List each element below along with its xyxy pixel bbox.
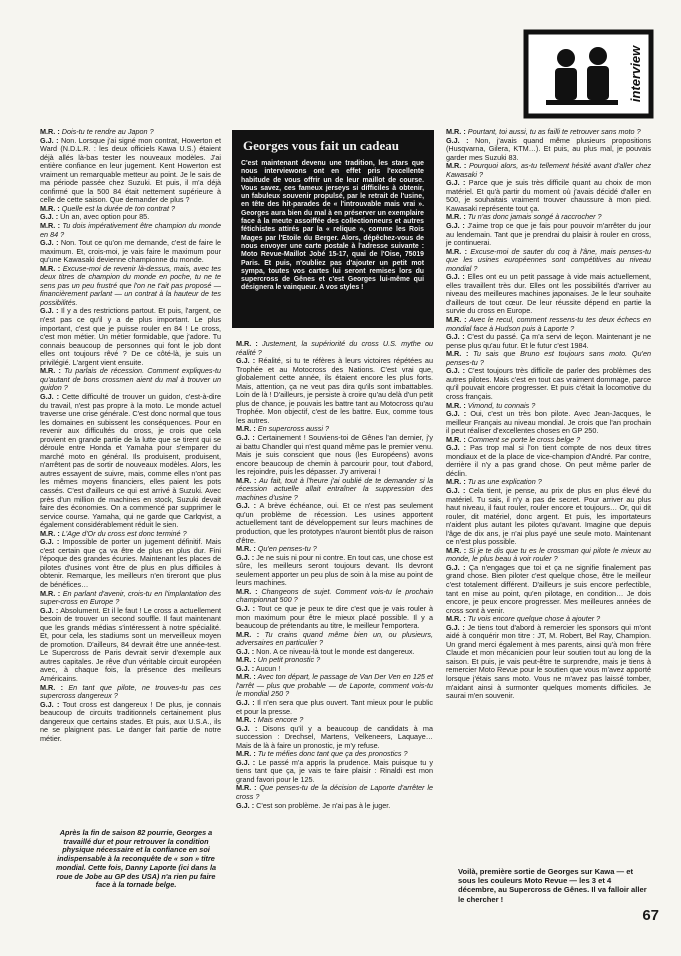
paragraph-text: En parlant d'avenir, crois-tu en l'implantation des super-cross en Europe ? (40, 588, 221, 607)
paragraph-text: Non. Lorsque j'ai signé mon contrat, Howerton et Ward (N.D.L.R. : les deux officiels Kawa U.S.) étaient déjà allés là-bas tester les nouveaux modèles. J'ai entière confiance en leur jugement. Kent Howerton est vraiment un remarquable metteur au point. Je le sais de ma période passée chez Suzuki. Et puis, il m'a déjà confirmé que la 500 84 était nettement supérieure à celle de cette saison. Que demander de plus ? (40, 135, 221, 205)
answer-paragraph (236, 357, 433, 425)
speaker-label: M.R. : (40, 366, 61, 376)
column-right (446, 128, 651, 701)
paragraph-text: Tu sais que Bruno est toujours sans moto. Qu'en penses-tu ? (446, 349, 652, 367)
answer-paragraph (446, 624, 651, 701)
paragraph-text: Ça n'engages que toi et ça ne signifie finalement pas grand chose. Bien piloter c'est quelque chose, être le meilleur c'est totalement différent. D'ailleurs je suis encore perfectible, tant en mise au point, qu'en pilotage, en condition… Je dois encore, je peux encore progresser. Mes meilleures années de cross sont à venir. (446, 562, 652, 615)
paragraph-text: Parce que je suis très difficile quant au choix de mon matériel. Et qu'à partir du moment où j'avais décidé d'aller en 500, je souhaitais vraiment trouver chaussure à mon pied. Kawasaki représente tout ça. (446, 178, 651, 213)
paragraph-text: Tu te méfies donc tant que ça des pronostics ? (257, 749, 408, 759)
speaker-label: G.J. : (446, 272, 465, 282)
question-paragraph (446, 350, 651, 367)
answer-paragraph (446, 222, 651, 248)
answer-paragraph (446, 179, 651, 213)
paragraph-text: Non. Tout ce qu'on me demande, c'est de faire le maximum. Et, crois-moi, je vais faire le maximum pour qu'une Kawasaki devienne championne du monde. (40, 238, 221, 265)
speaker-label: G.J. : (236, 697, 255, 707)
paragraph-text: Au fait, tout à l'heure j'ai oublié de te demander si la récession actuelle allait entraîner la suppression des machines d'usine ? (236, 475, 434, 502)
speaker-label: G.J. : (40, 212, 59, 222)
speaker-label: G.J. : (236, 603, 255, 613)
question-paragraph (446, 248, 651, 274)
paragraph-text: Certainement ! Souviens-toi de Gênes l'an dernier, j'y ai battu Chandler qui n'est quand même pas le premier venu. Mais je suis conscient que nous (les Européens) avons encore beaucoup de chemin à parcourir pour, tout d'abord, les rejoindre, puis les dépasser. J'y arriverai ! (236, 433, 433, 477)
paragraph-text: Pourquoi alors, as-tu tellement hésité avant d'aller chez Kawasaki ? (446, 161, 651, 179)
paragraph-text: Avec ton départ, le passage de Van Der Ven en 125 et l'arrêt — plus que probable — de Laporte, comment vois-tu le mondial 250 ? (236, 672, 434, 699)
speaker-label: G.J. : (446, 332, 465, 342)
paragraph-text: Un petit pronostic ? (257, 655, 321, 665)
speaker-label: M.R. : (40, 127, 60, 136)
paragraph-text: Tu n'as donc jamais songé à raccrocher ? (467, 212, 602, 222)
paragraph-text: Excuse-moi de sauter du coq à l'âne, mais penses-tu que les usines européennes sont compétitives au niveau mondial ? (446, 246, 652, 273)
speaker-label: G.J. : (236, 646, 255, 656)
speaker-label: M.R. : (446, 477, 466, 487)
paragraph-text: Impossible de porter un jugement définitif. Mais c'est certain que ça va être de plus en plus dur. Fini l'époque des grandes écuries. Maintenant les places de pilotes d'usines vont être de plus en plus difficiles à obtenir. Remarque, les meilleurs n'en tireront que plus de bénéfices… (40, 537, 221, 589)
paragraph-text: Il n'en sera que plus ouvert. Tant mieux pour le public et pour la presse. (236, 697, 433, 716)
answer-paragraph (40, 307, 221, 367)
paragraph-text: En supercross aussi ? (257, 424, 330, 434)
column-middle (236, 340, 433, 810)
speaker-label: G.J. : (446, 409, 467, 419)
paragraph-text: Dois-tu te rendre au Japon ? (61, 127, 154, 136)
speaker-label: G.J. : (446, 485, 466, 495)
speaker-label: G.J. : (236, 433, 255, 443)
speaker-label: G.J. : (446, 562, 466, 572)
paragraph-text: Elles ont eu un petit passage à vide mais actuellement, elles travaillent très dur. Elles ont les possibilités d'arriver au niveau des meilleures machines japonaises. Je le leur souhaite d'ailleurs de tout cœur. De leur réussite dépend en partie la survie du cross en Europe. (446, 272, 651, 316)
paragraph-text: Un an, avec option pour 85. (60, 212, 150, 222)
speaker-label: G.J. : (40, 537, 60, 547)
speaker-label: M.R. : (236, 655, 256, 665)
paragraph-text: Réalité, si tu te réfères à leurs victoires répétées au Trophée et au Motocross des Nations. C'est vrai que, globalement cette année, ils étaient encore les plus forts. Mais, attention, ça ne veut pas dira qu'ils sont imbattables. Loin de là ! D'ailleurs, je persiste à croire qu'au delà d'un petit plus de chance, je pouvais les battre tant au Motocross qu'au Trophée. Mon objectif, c'est de les battre. Eux, comme tous les autres. (236, 356, 433, 425)
paragraph-text: J'aime trop ce que je fais pour pouvoir m'arrêter du jour au lendemain. Tant que je prendrai du plaisir à rouler en cross, je continuerai. (446, 221, 651, 248)
speaker-label: M.R. : (40, 263, 61, 273)
paragraph-text: Qu'en penses-tu ? (257, 544, 317, 554)
question-paragraph (446, 162, 651, 179)
paragraph-text: Cette difficulté de trouver un guidon, c'est-à-dire du travail, n'est pas propre à la moto. Le monde actuel traverse une crise générale. C'est donc normal que tous les domaines en subissent les conséquences. Pour en revenir aux difficultés du cross, je crois que cela provient en grande partie de la lutte que se tirent qui se déroule entre Honda et Yamaha pour s'emparer du marché moto en général. Ils produisent, produisent, n'arrêtent pas de sortir de nouveaux modèles. Alors, les autres essayent de suivre, mais, comme elles n'ont pas les mêmes moyens financiers, elles paient les pots cassés. C'est d'ailleurs ce qui est arrivé à Suzuki. Avec près d'un million de machines en stock, Suzuki devait faire des économies. On a commencé par supprimer le service course. Yamaha, qui ne garde que Carlqvist, a également considérablement réduit le sien. (40, 391, 221, 530)
speaker-label: G.J. : (236, 356, 256, 366)
page-number: 67 (642, 907, 659, 924)
speaker-label: M.R. : (40, 528, 60, 538)
speaker-label: M.R. : (446, 315, 467, 325)
paragraph-text: Que penses-tu de la décision de Laporte d'arrêter le cross ? (236, 783, 434, 801)
paragraph-text: Justement, la supériorité du cross U.S. mythe ou réalité ? (236, 339, 434, 357)
gift-box (232, 130, 434, 328)
paragraph-text: En tant que pilote, ne trouves-tu pas ces supercross dangereux ? (40, 682, 222, 701)
paragraph-text: Non, j'avais quand même plusieurs propositions (Husqvarna, Gilera, KTM…). Et puis, au plus mal, je pouvais garder mes Suzuki 83. (446, 135, 651, 162)
speaker-label: M.R. : (446, 127, 466, 136)
photo-caption: Après la fin de saison 82 pourrie, Georges a travaillé dur et pour retrouver la condition physique nécessaire et la confiance en soi indispensable à la reconquête de « son » titre mondial. Cette fois, Danny Laporte (ici dans la roue de Jobe au GP des USA) n'a rien pu faire face à la tornade belge. (55, 828, 217, 890)
question-paragraph (236, 784, 433, 801)
answer-paragraph (446, 410, 651, 436)
speaker-label: M.R. : (236, 424, 256, 434)
speaker-label: M.R. : (446, 614, 466, 624)
paragraph-text: Cela tient, je pense, au prix de plus en plus élevé du matériel. Tu sais, il n'y a pas de secret. Pour arriver au plus haut niveau, il faut rouler, rouler encore et toujours… Or, qui dit rouler, dit matériel, donc argent. Et puis, les importateurs n'aident plus autant les pilotes qu'avant. Imagine que depuis l'âge de dix ans, je n'ai plus payé une seule moto. Maintenant ce n'est plus possible. (446, 485, 651, 547)
paragraph-text: Tu parlais de récession. Comment expliques-tu qu'autant de bons crossmen aient du mal à trouver un guidon ? (40, 366, 222, 393)
speaker-label: G.J. : (40, 135, 59, 145)
gift-box-body: C'est maintenant devenu une tradition, les stars que nous interviewons ont en effet pris l'excellente habitude de vous offrir un de leur maillot de course. Vous savez, ces fameux jerseys si difficiles à obtenir, un fabuleux souvenir propulsé, par le retrait de l'usine, en tête des hit-parades de « l'introuvable mais vrai ». Georges aura bien du mal à en préserver un exemplaire face à la meute assoiffée des collectionneurs et autres fétichistes attirés par la « relique », comme les Rois Mages par l'Etoile du Berger. Alors, dépêchez-vous de nous envoyer une carte postale à l'adresse suivante : Moto Revue-Maillot Jobé 15-17, quai de l'Oise, 75019 Paris. Et puis, n'oubliez pas d'ajouter un petit mot sympa, toutes vos cartes lui seront remises lors du supercross de Gênes et c'est Georges lui-même qui désignera le vainqueur. A vos styles ! (241, 160, 424, 292)
paragraph-text: C'est du passé. Ça m'a servi de leçon. Maintenant je ne pense plus qu'au futur. Et le futur c'est 1984. (446, 332, 651, 350)
answer-paragraph (40, 607, 221, 684)
paragraph-text: Oui, c'est un très bon pilote. Avec Jean-Jacques, le meilleur Français au niveau mondial. Je crois que l'an prochain il peut réaliser d'excellentes choses en GP 250. (446, 409, 651, 436)
question-paragraph (40, 222, 221, 239)
paragraph-text: C'est son problème. Je n'ai pas à le juger. (256, 800, 391, 810)
paragraph-text: Tu vois encore quelque chose à ajouter ? (467, 614, 601, 624)
speaker-label: G.J. : (40, 391, 59, 401)
speaker-label: M.R. : (236, 586, 258, 596)
speaker-label: G.J. : (236, 723, 258, 733)
paragraph-text: C'est toujours très difficile de parler des problèmes des autres pilotes. Mais c'est en tout cas vraiment dommage, parce qu'il pouvait encore progresser. Et puis c'était la locomotive du cross français. (446, 366, 651, 401)
answer-paragraph (236, 554, 433, 588)
paragraph-text: A brève échéance, oui. Et ce n'est pas seulement qu'un problème de récession. Les usines apportent actuellement tant de développement sur leurs machines de production, que les prototypes n'auront bientôt plus de raison d'être. (236, 501, 433, 545)
paragraph-text: Excuse-moi de revenir là-dessus, mais, avec tes deux titres de champion du monde en poche, tu ne te sens pas un peu frustré que l'on ne t'ait pas proposé — financièrement parlant — un contrat à la hauteur de tes possibilités. (40, 263, 221, 307)
paragraph-text: Vimond, tu connais ? (467, 400, 536, 410)
answer-paragraph (446, 273, 651, 316)
speaker-label: M.R. : (40, 588, 61, 598)
question-paragraph (40, 684, 221, 701)
answer-paragraph (40, 137, 221, 205)
paragraph-text: Tout ce que je peux te dire c'est que je vais rouler à mon maximum pour être le mieux placé possible. Il y a beaucoup de prétendants au titre, le meilleur l'emportera. (236, 603, 433, 631)
paragraph-text: Comment se porte le cross belge ? (467, 434, 581, 444)
paragraph-text: Mais encore ? (257, 715, 304, 725)
question-paragraph (446, 316, 651, 333)
paragraph-text: Non. A ce niveau-là tout le monde est dangereux. (256, 646, 415, 656)
speaker-label: M.R. : (446, 246, 468, 256)
speaker-label: M.R. : (40, 682, 64, 692)
paragraph-text: Avec le recul, comment ressens-tu tes deux échecs en mondial face à Hudson puis à Laporte ? (446, 315, 652, 333)
paragraph-text: Aucun ! (255, 663, 281, 673)
answer-paragraph (446, 564, 651, 615)
speaker-label: M.R. : (40, 203, 60, 213)
answer-paragraph (236, 802, 433, 811)
question-paragraph (40, 367, 221, 393)
speaker-label: M.R. : (236, 715, 256, 725)
speaker-label: G.J. : (446, 443, 467, 453)
speaker-label: M.R. : (446, 349, 469, 359)
paragraph-text: Pas trop mal si l'on tient compte de nos deux titres mondiaux et de la place de vice-champion d'André. Par contre, derrière il n'y a pas grand chose. On peut même parler de déclin. (446, 443, 651, 478)
speaker-label: G.J. : (446, 178, 466, 188)
paragraph-text: Si je te dis que tu es le crossman qui pilote le mieux au monde, le plus beau à voir rouler ? (446, 545, 652, 564)
speaker-label: G.J. : (236, 757, 256, 767)
speaker-label: M.R. : (236, 339, 258, 348)
speaker-label: G.J. : (446, 221, 465, 231)
paragraph-text: Il y a des restrictions partout. Et puis, l'argent, ce n'est pas ce qu'il y a de plus important. Le plus important, c'est que je puisse rouler en 84 ! Le cross, c'est mon métier. Un métier formidable, que j'adore. Tu connais beaucoup de personnes qui font le job dont elles ont toujours rêvé ? De ce côté-là, je suis un privilégié. L'argent vient ensuite. (40, 306, 221, 367)
paragraph-text: Pourtant, toi aussi, tu as failli te retrouver sans moto ? (467, 127, 641, 136)
speaker-label: M.R. : (446, 545, 467, 555)
answer-paragraph (40, 701, 221, 744)
speaker-label: M.R. : (236, 672, 256, 682)
paragraph-text: Tu as une explication ? (467, 477, 542, 487)
speaker-label: M.R. : (446, 434, 466, 444)
answer-paragraph (40, 538, 221, 589)
answer-paragraph (446, 137, 651, 163)
question-paragraph (236, 588, 433, 605)
question-paragraph (236, 631, 433, 648)
speaker-label: G.J. : (446, 366, 465, 376)
speaker-label: G.J. : (446, 622, 465, 632)
paragraph-text: Tu crains quand même bien un, ou plusieurs, adversaires en particulier ? (236, 629, 434, 648)
speaker-label: M.R. : (446, 161, 467, 171)
speaker-label: G.J. : (236, 800, 255, 810)
question-paragraph (236, 477, 433, 503)
speaker-label: M.R. : (236, 544, 256, 554)
answer-paragraph (236, 605, 433, 631)
question-paragraph (40, 590, 221, 607)
answer-paragraph (236, 759, 433, 785)
speaker-label: M.R. : (236, 629, 260, 639)
paragraph-text: Disons qu'il y a beaucoup de candidats à ma succession : Drechsel, Martens, Velkeneers, Laquaye… Mais de là à faire un pronostic, je m'y refuse. (236, 723, 434, 750)
answer-paragraph (446, 487, 651, 547)
answer-paragraph (446, 333, 651, 350)
paragraph-text: Absolument. Et il le faut ! Le cross a actuellement besoin de trouver un second souffle. Il faut maintenant que les grands médias s'intéressent à notre spécialité. Et, pour cela, les stadiums sont un merveilleux moyen de promotion. D'ailleurs, 84 devrait être une année-test. Le Supercross de Paris devrait servir d'exemple aux autres capitales. Je rêve d'un véritable circuit européen avec, à chaque fois, la présence des meilleurs Américains. (40, 605, 221, 683)
question-paragraph (236, 673, 433, 699)
answer-paragraph (236, 699, 433, 716)
answer-paragraph (40, 393, 221, 530)
question-paragraph (446, 547, 651, 564)
column-left (40, 128, 221, 743)
paragraph-text: Tu dois impérativement être champion du monde en 84 ? (40, 221, 222, 239)
speaker-label: G.J. : (40, 605, 59, 615)
paragraph-text: Tout cross est dangereux ! De plus, je connais beaucoup de circuits traditionnels certainement plus dangereux que certains stades. Et puis, aux U.S.A., ils ne se plaignent pas. Le danger fait partie de notre métier. (40, 699, 221, 743)
paragraph-text: Je ne suis ni pour ni contre. En tout cas, une chose est sûre, les meilleurs seront toujours devant. Ils devront seulement apporter un peu plus de soin à la mise au point de leurs machines. (236, 552, 433, 588)
paragraph-text: L'Age d'Or du cross est donc terminé ? (61, 528, 187, 538)
speaker-label: G.J. : (446, 135, 469, 145)
speaker-label: G.J. : (40, 699, 60, 709)
question-paragraph (236, 340, 433, 357)
speaker-label: G.J. : (236, 663, 255, 673)
interview-logo (522, 28, 655, 120)
question-paragraph (40, 265, 221, 308)
speaker-label: M.R. : (40, 221, 61, 231)
answer-paragraph (446, 444, 651, 478)
answer-paragraph (40, 239, 221, 265)
paragraph-text: Quelle est la durée de ton contrat ? (61, 203, 176, 213)
speaker-label: G.J. : (236, 552, 255, 562)
speaker-label: M.R. : (236, 475, 257, 485)
paragraph-text: Changeons de sujet. Comment vois-tu le prochain championnat 500 ? (236, 586, 434, 605)
paragraph-text: Je tiens tout d'abord à remercier les sponsors qui m'ont aidé à conquérir mon titre : JT, M. Robert, Bel Ray, Champion. Un grand merci également à mes parents, ainsi qu'à mon frère Claude et mon mécanicien pour leur soutien tout au long de la saison. Et puis, je vais peut-être te surprendre, mais je tiens à remercier Moto Revue pour le soutien que vous m'avez apporté lorsque j'étais sans moto. Vous ne m'avez pas laissé tomber, m'aidant ainsi à surmonter quelques moments difficiles. Je saurai m'en souvenir. (446, 622, 651, 701)
answer-paragraph (236, 434, 433, 477)
answer-paragraph (236, 502, 433, 545)
speaker-label: M.R. : (236, 749, 256, 759)
logo-label: interview (628, 45, 643, 103)
speaker-label: G.J. : (40, 238, 59, 248)
paragraph-text: Le passé m'a appris la prudence. Mais puisque tu y tiens tant que ça, je vais te faire plaisir : Rinaldi est mon grand favori pour le 125. (236, 757, 433, 784)
answer-paragraph (446, 367, 651, 401)
speaker-label: G.J. : (40, 306, 59, 316)
answer-paragraph (236, 725, 433, 751)
speaker-label: M.R. : (446, 400, 466, 410)
speaker-label: G.J. : (236, 501, 256, 511)
speaker-label: M.R. : (446, 212, 466, 222)
speaker-label: M.R. : (236, 783, 257, 793)
closing-text: Voilà, première sortie de Georges sur Kawa — et sous les couleurs Moto Revue — les 3 et 4 décembre, au Supercross de Gênes. Il va falloir aller le chercher ! (458, 867, 647, 904)
gift-box-title: Georges vous fait un cadeau (243, 138, 399, 153)
